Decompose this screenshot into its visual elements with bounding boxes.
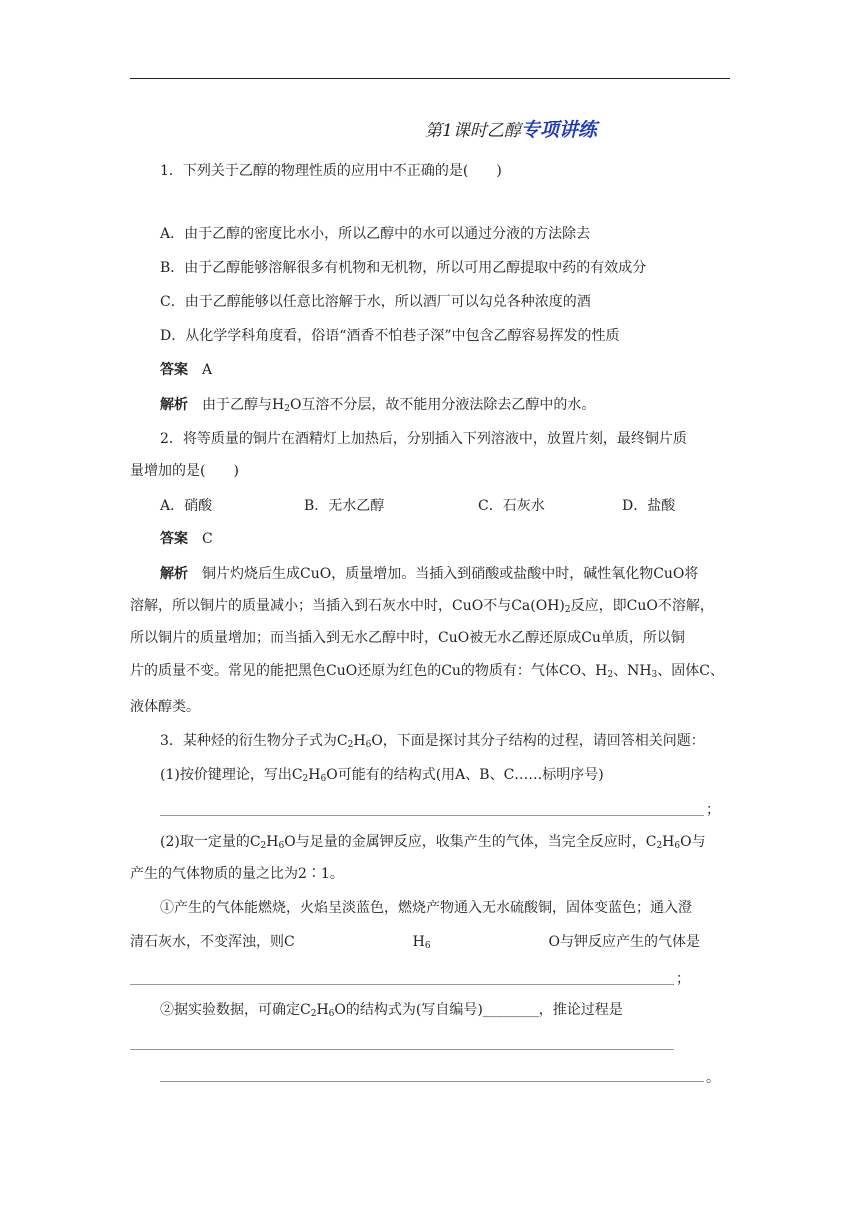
q1-stem: 1．下列关于乙醇的物理性质的应用中不正确的是( ): [160, 163, 502, 179]
subscript: 6: [320, 774, 327, 784]
analysis-text: 由于乙醇与H: [202, 397, 285, 413]
header-rule: [130, 78, 730, 79]
subscript: 6: [278, 841, 285, 851]
stem-text: (1)按价键理论，写出C: [160, 767, 303, 783]
stem-text: H: [308, 767, 321, 783]
answer-value: A: [202, 362, 213, 378]
answer-label: 答案: [160, 362, 188, 378]
page-title: [425, 115, 597, 142]
subscript: 2: [347, 740, 354, 750]
q2-option-c: C．石灰水: [478, 498, 545, 514]
q2-option-b: B．无水乙醇: [304, 498, 385, 514]
q3-sub1-line2: [130, 932, 700, 952]
q1-analysis: [160, 395, 595, 415]
answer-blank-3[interactable]: [130, 1049, 674, 1050]
subscript: 2: [302, 774, 309, 784]
q3-part2-line2: 产生的气体物质的量之比为2∶1。: [130, 866, 344, 882]
q3-part1: [160, 765, 604, 785]
stem-text: O与钾反应产生的气体是: [548, 934, 700, 950]
title-prefix: 第1课时乙醇: [425, 121, 521, 141]
stem-text: H: [662, 834, 675, 850]
stem-text: $H_6$: [412, 934, 431, 951]
q2-option-a: A．硝酸: [160, 498, 213, 514]
stem-text: O的结构式为(写自编号)________，推论过程是: [334, 1002, 623, 1018]
q2-analysis-line5: 液体醇类。: [130, 699, 200, 715]
stem-text: O与: [680, 834, 706, 850]
stem-text: ②据实验数据，可确定C: [160, 1002, 311, 1018]
analysis-text: O互溶不分层，故不能用分液法除去乙醇中的水。: [289, 397, 596, 413]
analysis-text: 、NH: [613, 663, 652, 679]
analysis-text: 反应，即CuO不溶解，: [570, 598, 714, 614]
q1-option-a: A．由于乙醇的密度比水小，所以乙醇中的水可以通过分液的方法除去: [160, 226, 591, 242]
spread-text: [130, 932, 700, 952]
q3-part2-line1: [160, 832, 706, 852]
subscript: 6: [674, 841, 681, 851]
subscript: 3: [651, 670, 658, 680]
subscript: 6: [424, 941, 431, 951]
q3-stem: [160, 731, 705, 751]
answer-blank-1[interactable]: [160, 815, 704, 816]
subscript: 2: [310, 1009, 317, 1019]
stem-text: 清石灰水，不变浑浊，则C: [130, 934, 295, 950]
q3-sub2-line1: [160, 1000, 623, 1020]
period: 。: [706, 1070, 720, 1086]
answer-blank-4[interactable]: [160, 1081, 704, 1082]
subscript: 2: [564, 605, 571, 615]
semicolon: ；: [676, 971, 690, 987]
q2-analysis-line2: [130, 596, 714, 616]
subscript: 2: [260, 841, 267, 851]
analysis-text: 、固体C、: [657, 663, 724, 679]
subscript: 2: [284, 404, 290, 414]
subscript: 6: [328, 1009, 335, 1019]
q2-stem-line2: 量增加的是( ): [130, 463, 239, 479]
subscript: 6: [365, 740, 372, 750]
subscript: 2: [607, 670, 614, 680]
q3-sub1-line1: ①产生的气体能燃烧，火焰呈淡蓝色，燃烧产物通入无水硫酸铜，固体变蓝色；通入澄: [160, 900, 692, 916]
q1-answer: [160, 360, 212, 380]
stem-text: 3．某种烃的衍生物分子式为C: [160, 733, 348, 749]
analysis-label: 解析: [160, 566, 188, 582]
q1-option-c: C．由于乙醇能够以任意比溶解于水，所以酒厂可以勾兑各种浓度的酒: [160, 294, 591, 310]
q1-option-b: B．由于乙醇能够溶解很多有机物和无机物，所以可用乙醇提取中药的有效成分: [160, 260, 647, 276]
q2-stem-line1: 2．将等质量的铜片在酒精灯上加热后，分别插入下列溶液中，放置片刻，最终铜片质: [160, 431, 687, 447]
analysis-text: 溶解，所以铜片的质量减小；当插入到石灰水中时，CuO不与Ca(OH): [130, 598, 565, 614]
q2-analysis-line3: 所以铜片的质量增加；而当插入到无水乙醇中时，CuO被无水乙醇还原成Cu单质，所以铜: [130, 630, 685, 646]
answer-value: C: [202, 531, 213, 547]
stem-text: (2)取一定量的C: [160, 834, 261, 850]
subscript: 2: [656, 841, 663, 851]
q2-option-d: D．盐酸: [622, 498, 676, 514]
analysis-text: 铜片灼烧后生成CuO，质量增加。当插入到硝酸或盐酸中时，碱性氧化物CuO将: [202, 566, 699, 582]
title-highlight: 专项讲练: [520, 119, 597, 141]
stem-text: O可能有的结构式(用A、B、C……标明序号): [326, 767, 604, 783]
stem-text: H: [266, 834, 279, 850]
stem-text: O与足量的金属钾反应，收集产生的气体，当完全反应时，C: [284, 834, 657, 850]
q2-answer: [160, 529, 213, 549]
q2-analysis-line1: [160, 564, 698, 584]
stem-text: H: [316, 1002, 329, 1018]
q2-analysis-line4: [130, 661, 724, 681]
stem-text: O，下面是探讨其分子结构的过程，请回答相关问题：: [371, 733, 705, 749]
answer-label: 答案: [160, 531, 188, 547]
stem-text: H: [353, 733, 366, 749]
q1-option-d: D．从化学学科角度看，俗语“酒香不怕巷子深”中包含乙醇容易挥发的性质: [160, 328, 620, 344]
analysis-text: 片的质量不变。常见的能把黑色CuO还原为红色的Cu的物质有：气体CO、H: [130, 663, 608, 679]
answer-blank-2[interactable]: [130, 984, 674, 985]
analysis-label: 解析: [160, 397, 188, 413]
semicolon: ；: [706, 802, 720, 818]
